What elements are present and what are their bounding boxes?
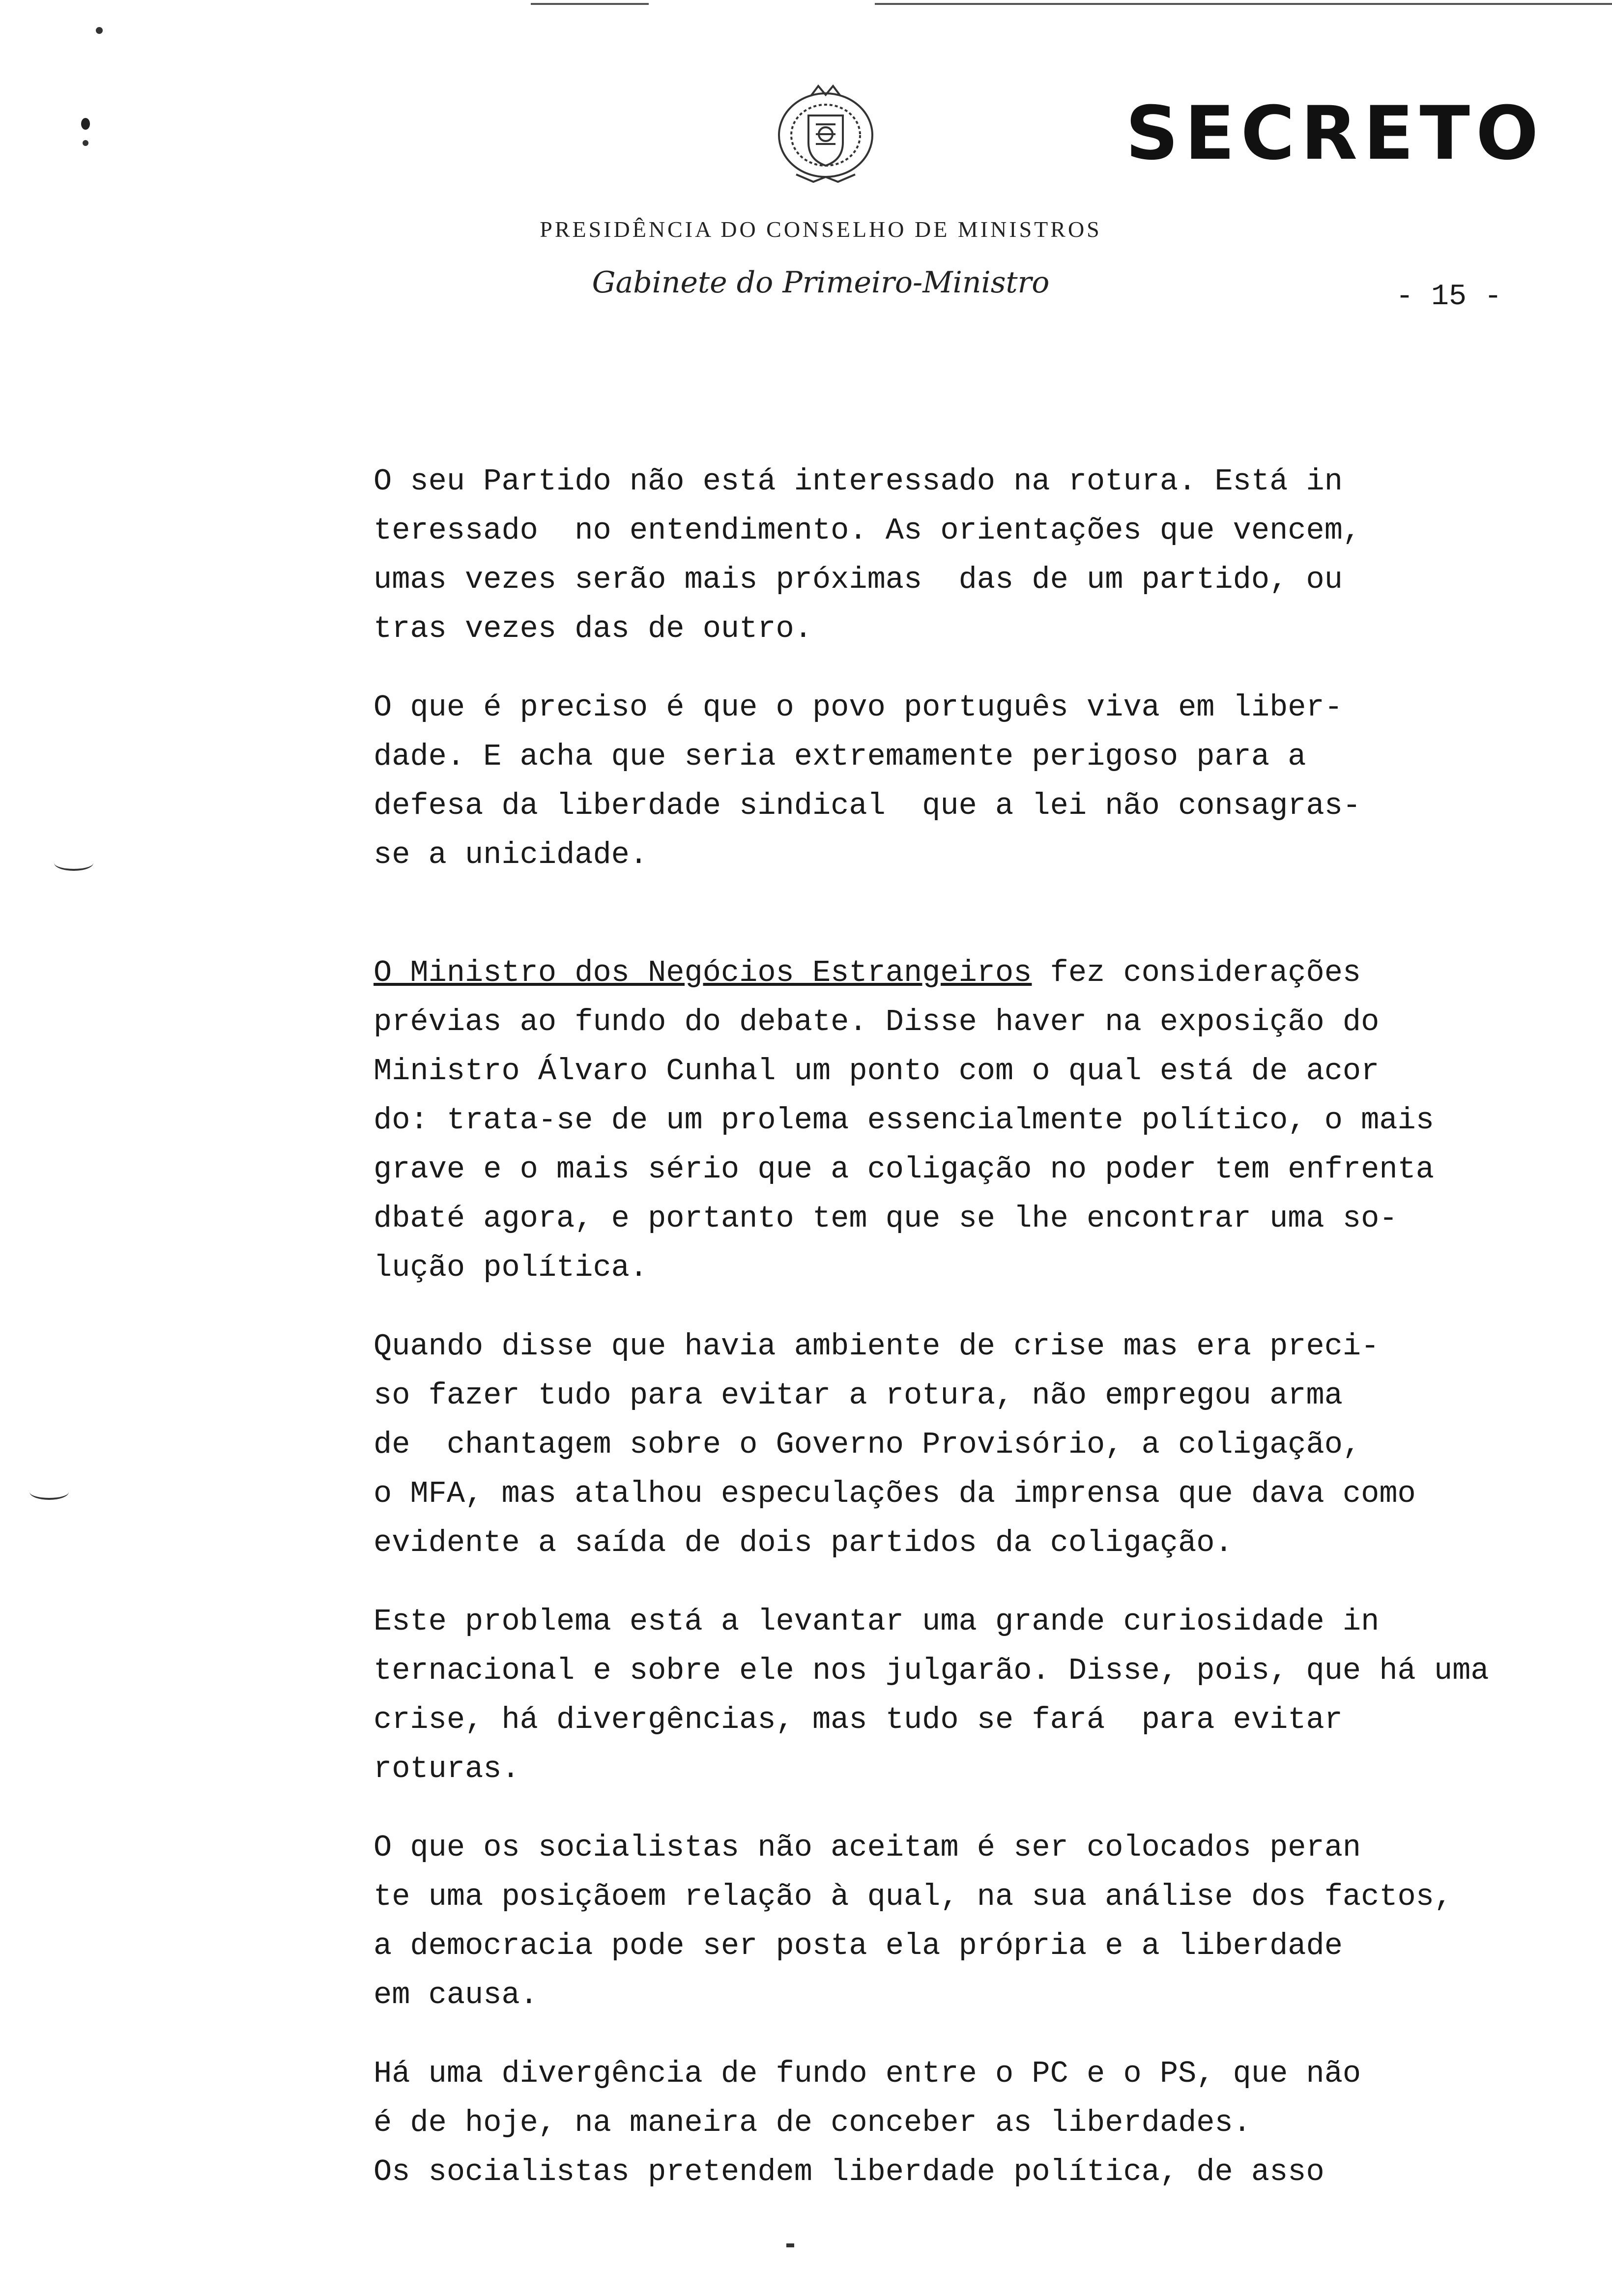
- text-line: [374, 1646, 1543, 1695]
- text-line: [374, 1519, 1543, 1568]
- text-line: [374, 555, 1543, 604]
- text-segment: ternacional e sobre ele nos julgarão. Disse, pois, que há uma: [374, 1653, 1489, 1688]
- text-line: [374, 1695, 1543, 1745]
- cabinet-subtitle: Gabinete do Primeiro-Ministro: [592, 265, 1050, 300]
- text-segment: em causa.: [374, 1978, 538, 2012]
- text-segment: grave e o mais sério que a coligação no poder tem enfrenta: [374, 1152, 1434, 1187]
- text-line: [374, 1872, 1543, 1922]
- text-segment: Este problema está a levantar uma grande curiosidade in: [374, 1604, 1380, 1639]
- text-line: [374, 781, 1543, 831]
- text-line: [374, 1971, 1543, 2020]
- text-segment: te uma posiçãoem relação à qual, na sua análise dos factos,: [374, 1879, 1453, 1914]
- paragraph: [374, 2049, 1543, 2197]
- text-line: [374, 1922, 1543, 1971]
- text-line: [374, 998, 1543, 1047]
- text-segment: defesa da liberdade sindical que a lei não consagras-: [374, 788, 1361, 823]
- paragraph: [374, 948, 1543, 1292]
- text-line: [374, 732, 1543, 781]
- page-number: - 15 -: [1396, 280, 1502, 314]
- text-line: [374, 457, 1543, 506]
- text-segment: dade. E acha que seria extremamente perigoso para a: [374, 739, 1306, 774]
- text-segment: do: trata-se de um prolema essencialmente político, o mais: [374, 1103, 1434, 1138]
- text-segment: Quando disse que havia ambiente de crise mas era preci-: [374, 1329, 1380, 1364]
- text-line: [374, 1371, 1543, 1420]
- text-segment: fez considerações: [1032, 955, 1361, 990]
- text-line: [374, 604, 1543, 654]
- text-line: [374, 2148, 1543, 2197]
- text-segment: O que os socialistas não aceitam é ser colocados peran: [374, 1830, 1361, 1865]
- coat-of-arms-icon: [767, 81, 885, 194]
- paragraph: [374, 1597, 1543, 1794]
- text-segment: Ministro Álvaro Cunhal um ponto com o qual está de acor: [374, 1054, 1380, 1089]
- text-line: [374, 1243, 1543, 1292]
- text-segment: tras vezes das de outro.: [374, 611, 812, 646]
- text-segment: o MFA, mas atalhou especulações da imprensa que dava como: [374, 1476, 1416, 1511]
- text-line: [374, 1145, 1543, 1194]
- text-segment: O seu Partido não está interessado na rotura. Está in: [374, 464, 1343, 499]
- text-line: [374, 683, 1543, 732]
- text-segment: teressado no entendimento. As orientações que vencem,: [374, 513, 1361, 548]
- text-line: [374, 1194, 1543, 1243]
- text-segment: se a unicidade.: [374, 837, 648, 872]
- text-segment: lução política.: [374, 1250, 648, 1285]
- text-segment: de chantagem sobre o Governo Provisório, a coligação,: [374, 1427, 1361, 1462]
- text-line: [374, 1823, 1543, 1872]
- paragraph: [374, 457, 1543, 654]
- bottom-mark: [786, 2243, 794, 2247]
- secret-stamp: SECRETO: [1125, 91, 1545, 176]
- body-text: [374, 457, 1543, 2226]
- text-segment: prévias ao fundo do debate. Disse haver na exposição do: [374, 1004, 1380, 1039]
- margin-mark: [29, 1484, 69, 1500]
- margin-dot: [81, 118, 90, 130]
- text-line: [374, 1469, 1543, 1519]
- text-segment: dbaté agora, e portanto tem que se lhe encontrar uma so-: [374, 1201, 1398, 1236]
- office-title: PRESIDÊNCIA DO CONSELHO DE MINISTROS: [540, 217, 1102, 242]
- text-line: [374, 948, 1543, 998]
- text-segment: so fazer tudo para evitar a rotura, não empregou arma: [374, 1378, 1343, 1413]
- text-line: [374, 2098, 1543, 2148]
- top-rule-left: [531, 3, 649, 5]
- text-segment: Há uma divergência de fundo entre o PC e o PS, que não: [374, 2056, 1361, 2091]
- text-segment: roturas.: [374, 1751, 520, 1786]
- top-rule-right: [875, 3, 1612, 5]
- text-line: [374, 2049, 1543, 2098]
- text-line: [374, 1597, 1543, 1646]
- text-segment: umas vezes serão mais próximas das de um partido, ou: [374, 562, 1343, 597]
- text-segment: crise, há divergências, mas tudo se fará para evitar: [374, 1702, 1343, 1737]
- text-segment: O que é preciso é que o povo português viva em liber-: [374, 690, 1343, 725]
- text-line: [374, 1096, 1543, 1145]
- text-line: [374, 1420, 1543, 1469]
- text-line: [374, 831, 1543, 880]
- text-segment: a democracia pode ser posta ela própria e a liberdade: [374, 1928, 1343, 1963]
- margin-mark: [54, 855, 93, 871]
- margin-dot: [96, 27, 103, 34]
- text-line: [374, 1047, 1543, 1096]
- text-segment: evidente a saída de dois partidos da coligação.: [374, 1525, 1233, 1560]
- margin-dot: [83, 140, 88, 146]
- paragraph: [374, 1322, 1543, 1568]
- paragraph: [374, 1823, 1543, 2020]
- paragraph: [374, 683, 1543, 880]
- text-line: [374, 1322, 1543, 1371]
- underlined-text: O Ministro dos Negócios Estrangeiros: [374, 955, 1032, 990]
- text-line: [374, 506, 1543, 555]
- text-segment: Os socialistas pretendem liberdade política, de asso: [374, 2154, 1324, 2189]
- text-line: [374, 1745, 1543, 1794]
- text-segment: é de hoje, na maneira de conceber as liberdades.: [374, 2105, 1251, 2140]
